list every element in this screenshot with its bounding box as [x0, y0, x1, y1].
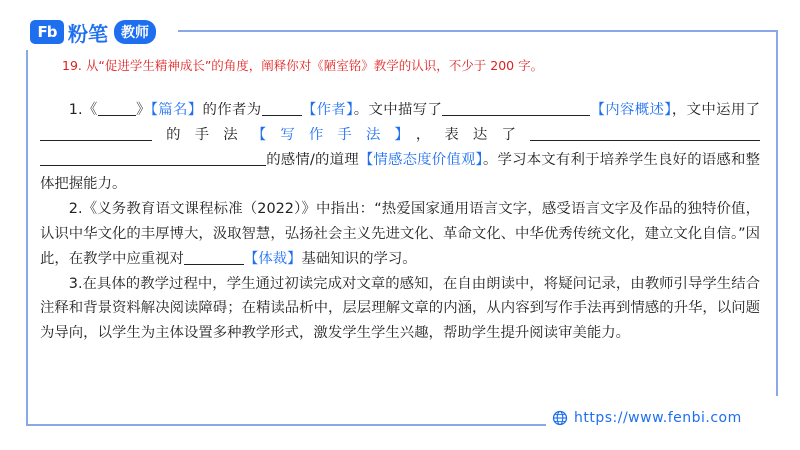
frame-right-line — [776, 30, 778, 396]
blank-author — [262, 98, 302, 116]
p1-text-3: 的作者为 — [202, 102, 262, 118]
keyword-technique: 【写作手法】 — [251, 126, 416, 143]
logo-tag: 教师 — [114, 20, 156, 44]
frame-top-line — [178, 30, 778, 32]
p1-text-6: 的手法 — [152, 126, 252, 143]
logo-mark: Fb — [30, 20, 64, 44]
fenbi-logo — [30, 20, 156, 44]
blank-emotion-b — [40, 148, 266, 166]
website-url[interactable]: https://www.fenbi.com — [574, 410, 742, 426]
blank-content — [442, 98, 590, 116]
keyword-author: 【作者】 — [301, 102, 354, 118]
p1-text-2: 》 — [135, 102, 151, 118]
p1-text-4: 。文中描写了 — [353, 102, 443, 118]
p1-text-9: 。学习本文有利于培养学生良好的语感和整体把握能力。 — [40, 151, 760, 193]
answer-body — [40, 98, 760, 346]
keyword-emotion: 【情感态度价值观】 — [358, 151, 483, 168]
footer — [552, 410, 742, 426]
blank-title — [98, 98, 136, 116]
p2-text-2: 基础知识的学习。 — [301, 250, 417, 267]
p1-text-7: ，表达了 — [415, 126, 530, 143]
blank-emotion-a — [530, 123, 760, 141]
paragraph-3: 3.在具体的教学过程中，学生通过初读完成对文章的感知，在自由朗读中，将疑问记录，由教师引导学生结合注释和背景资料解决阅读障碍；在精读品析中，层层理解文章的内涵，从内容到写作手法再到情感的升华，以问题为导向，以学生为主体设置多种教学形式，激发学生学生兴趣，帮助学生提升阅读审美能力。 — [40, 275, 760, 342]
p1-text-8: 的感情/的道理 — [266, 151, 359, 168]
p2-text-1: 2.《义务教育语文课程标准（2022）》中指出：“热爱国家通用语言文字，感受语言文字及作品的独特价值，认识中华文化的丰厚博大，汲取智慧，弘扬社会主义先进文化、革命文化、中华优秀传统文化，建立文化自信。”因此，在教学中应重视对 — [40, 201, 760, 267]
paragraph-2 — [40, 197, 760, 271]
question-text: 19. 从“促进学生精神成长”的角度，阐释你对《陋室铭》教学的认识，不少于 200 字。 — [62, 58, 544, 73]
globe-icon — [552, 410, 568, 426]
p1-text-5: ，文中运用了 — [671, 102, 760, 118]
frame-left-line — [26, 50, 28, 424]
p1-text-1: 1.《 — [68, 102, 98, 118]
logo-name: 粉笔 — [68, 21, 108, 46]
blank-technique — [40, 123, 152, 141]
keyword-content: 【内容概述】 — [590, 102, 672, 118]
keyword-genre: 【体裁】 — [243, 250, 302, 267]
blank-genre — [184, 247, 244, 265]
paragraph-1 — [40, 98, 760, 197]
frame-bottom-line — [26, 424, 546, 426]
keyword-title: 【篇名】 — [150, 102, 203, 118]
